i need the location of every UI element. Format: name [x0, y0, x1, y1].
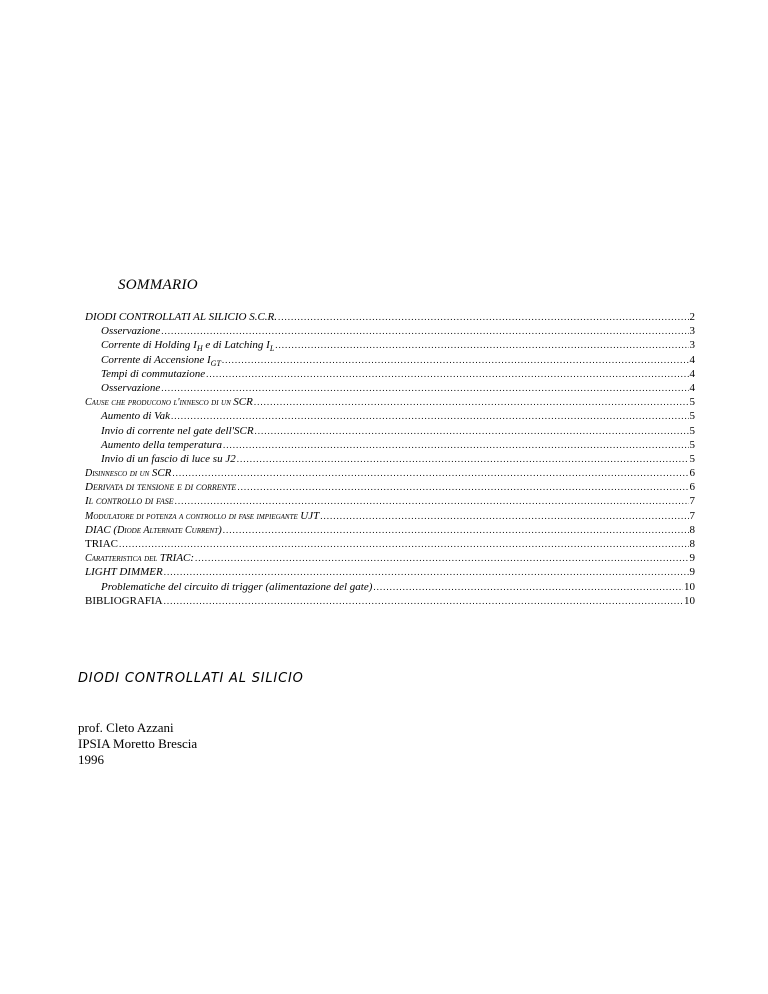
toc-entry[interactable] — [85, 310, 695, 324]
toc-entry[interactable] — [85, 338, 695, 352]
toc-entry[interactable] — [85, 523, 695, 537]
toc-leader-dots — [119, 537, 689, 551]
author-year: 1996 — [78, 752, 104, 767]
toc-leader-dots — [161, 324, 688, 338]
toc-entry-page: 7 — [689, 509, 695, 522]
toc-entry[interactable] — [85, 565, 695, 579]
toc-entry[interactable] — [85, 509, 695, 523]
toc-entry-page: 8 — [689, 523, 695, 536]
toc-entry-label: DIAC (Diode Alternate Current) — [85, 523, 222, 536]
toc-entry-label: Invio di un fascio di luce su J2 — [101, 452, 236, 465]
toc-entry-label: Disinnesco di un SCR — [85, 467, 172, 480]
toc-leader-dots — [254, 395, 689, 409]
toc-entry-label: Il controllo di fase — [85, 495, 174, 508]
toc-entry-label: Osservazione — [101, 325, 161, 338]
toc-entry-label: Modulatore di potenza a controllo di fase impiegante UJT — [85, 509, 320, 522]
toc-leader-dots — [275, 338, 688, 352]
toc-entry-label: DIODI CONTROLLATI AL SILICIO S.C.R. — [85, 311, 278, 323]
toc-entry-label: Osservazione — [101, 381, 161, 394]
toc-entry[interactable] — [85, 381, 695, 395]
toc-entry-page: 6 — [689, 467, 695, 480]
toc-entry[interactable] — [85, 551, 695, 565]
toc-entry-label: Invio di corrente nel gate dell'SCR — [101, 424, 254, 437]
toc-leader-dots — [164, 594, 683, 608]
toc-entry-label: Tempi di commutazione — [101, 367, 206, 380]
toc-entry-page: 4 — [689, 381, 695, 394]
toc-entry-label: Aumento della temperatura — [101, 438, 222, 451]
toc-entry-page: 9 — [689, 552, 695, 565]
toc-leader-dots — [223, 523, 689, 537]
toc-leader-dots — [237, 480, 688, 494]
toc-leader-dots — [237, 452, 689, 466]
toc-entry-label: TRIAC — [85, 538, 118, 550]
toc-entry[interactable] — [85, 580, 695, 594]
toc-leader-dots — [164, 565, 689, 579]
toc-entry-label: Corrente di Accensione $I_{GT}$ — [101, 353, 221, 368]
toc-entry-page: 10 — [684, 594, 695, 607]
toc-entry-page: 3 — [689, 339, 695, 352]
toc-entry-page: 5 — [689, 438, 695, 451]
toc-entry[interactable] — [85, 367, 695, 381]
toc-entry-label: Corrente di Holding $I_H$ e di Latching $I_L$ — [101, 339, 275, 354]
toc-leader-dots — [171, 409, 688, 423]
author-block — [78, 720, 197, 768]
author-school: IPSIA Moretto Brescia — [78, 736, 198, 751]
toc-entry-label: Problematiche del circuito di trigger (alimentazione del gate) — [101, 580, 373, 593]
toc-entry-page: 10 — [684, 580, 695, 593]
toc-leader-dots — [320, 509, 688, 523]
toc-entry[interactable] — [85, 395, 695, 409]
toc-entry-page: 9 — [689, 566, 695, 579]
toc-leader-dots — [195, 551, 688, 565]
toc-leader-dots — [278, 310, 688, 324]
toc-entry-page: 2 — [689, 311, 695, 323]
toc-entry[interactable] — [85, 438, 695, 452]
toc-entry-page: 4 — [689, 353, 695, 366]
toc-leader-dots — [206, 367, 688, 381]
toc-entry-page: 5 — [689, 452, 695, 465]
toc-entry-page: 6 — [689, 481, 695, 494]
toc-leader-dots — [175, 494, 689, 508]
toc-entry[interactable] — [85, 594, 695, 608]
toc-entry-label: Caratteristica del TRIAC: — [85, 552, 195, 565]
toc-leader-dots — [373, 580, 683, 594]
toc-entry-page: 3 — [689, 325, 695, 338]
section-heading: DIODI CONTROLLATI AL SILICIO — [78, 671, 304, 686]
toc-leader-dots — [161, 381, 688, 395]
toc-entry[interactable] — [85, 424, 695, 438]
toc-leader-dots — [222, 353, 689, 367]
toc-leader-dots — [255, 424, 689, 438]
toc-entry-label: Aumento di Vak — [101, 410, 171, 423]
toc-entry[interactable] — [85, 353, 695, 367]
toc-entry[interactable] — [85, 480, 695, 494]
toc-title: SOMMARIO — [118, 277, 198, 293]
toc-entry-label: Cause che producono l'innesco di un SCR — [85, 396, 253, 409]
toc-entry-page: 5 — [689, 424, 695, 437]
toc-entry[interactable] — [85, 409, 695, 423]
toc-entry-page: 7 — [689, 495, 695, 508]
toc-entry-label: Derivata di tensione e di corrente — [85, 481, 237, 494]
toc-entry[interactable] — [85, 324, 695, 338]
toc-entry-page: 4 — [689, 367, 695, 380]
toc-entry-page: 8 — [689, 538, 695, 550]
toc-entry-page: 5 — [689, 396, 695, 409]
toc-entry[interactable] — [85, 466, 695, 480]
toc-entry-label: LIGHT DIMMER — [85, 566, 163, 579]
toc-entry[interactable] — [85, 537, 695, 551]
author-name: prof. Cleto Azzani — [78, 720, 174, 735]
table-of-contents — [85, 310, 695, 608]
toc-entry-label: BIBLIOGRAFIA — [85, 594, 163, 607]
toc-leader-dots — [172, 466, 688, 480]
toc-entry[interactable] — [85, 452, 695, 466]
toc-leader-dots — [223, 438, 689, 452]
toc-entry[interactable] — [85, 494, 695, 508]
toc-entry-page: 5 — [689, 410, 695, 423]
